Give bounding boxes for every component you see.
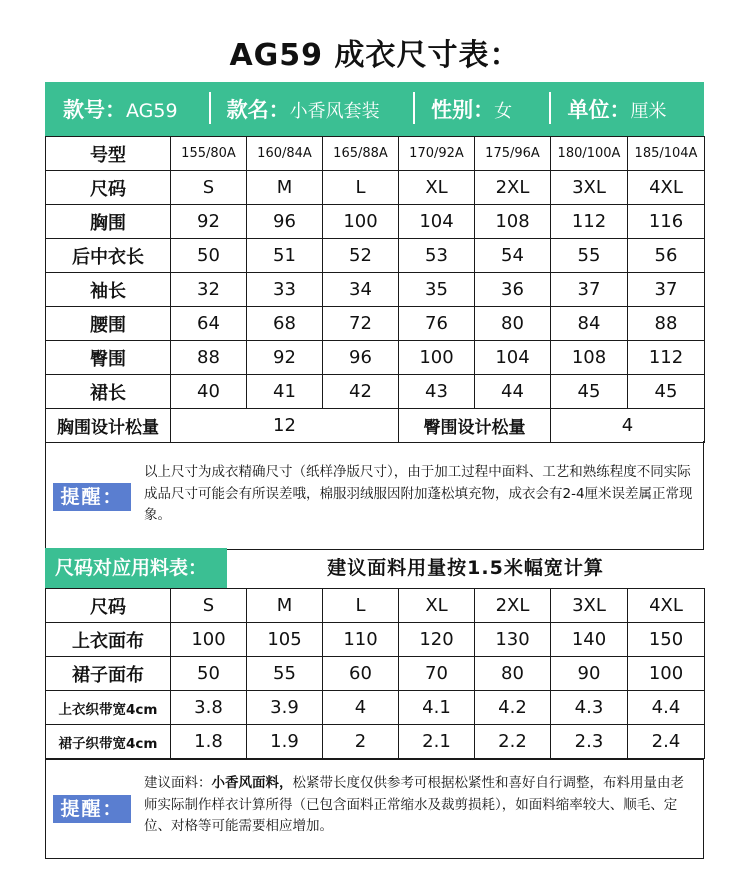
style-no	[45, 94, 209, 124]
gender	[413, 94, 549, 124]
row-label: 胸围	[46, 205, 171, 239]
table-cell: 96	[323, 341, 399, 375]
style-no-label: 款号：	[63, 98, 126, 122]
table-cell: 72	[323, 307, 399, 341]
chest-ease-label: 胸围设计松量	[46, 409, 171, 443]
reminder-tag: 提醒：	[53, 483, 131, 511]
table-row	[46, 657, 705, 691]
row-label: 号型	[46, 137, 171, 171]
table-cell: L	[323, 171, 399, 205]
table-cell: 4	[323, 691, 399, 725]
table-cell: 130	[475, 623, 551, 657]
table-cell: 41	[247, 375, 323, 409]
table-row	[46, 307, 705, 341]
gender-value: 女	[494, 101, 513, 122]
table-cell: 1.9	[247, 725, 323, 759]
table-cell: 2.2	[475, 725, 551, 759]
table-cell: 140	[551, 623, 628, 657]
table-row	[46, 205, 705, 239]
gender-label: 性别：	[431, 98, 495, 122]
unit-value: 厘米	[630, 101, 667, 122]
row-label: 裙子面布	[46, 657, 171, 691]
table-cell: S	[171, 171, 247, 205]
table-cell: 90	[551, 657, 628, 691]
row-label: 尺码	[46, 171, 171, 205]
table-cell: 4.3	[551, 691, 628, 725]
table-cell: 175/96A	[475, 137, 551, 171]
table-cell: M	[247, 589, 323, 623]
row-label: 腰围	[46, 307, 171, 341]
table-row	[46, 137, 705, 171]
fabric-reminder-bold: 小香风面料，	[211, 775, 293, 791]
table-row	[46, 691, 705, 725]
table-cell: 116	[628, 205, 705, 239]
table-row	[46, 341, 705, 375]
table-cell: 92	[247, 341, 323, 375]
chest-ease-value: 12	[171, 409, 399, 443]
table-cell: 51	[247, 239, 323, 273]
table-cell: 112	[628, 341, 705, 375]
table-row	[46, 623, 705, 657]
table-cell: 35	[399, 273, 475, 307]
table-cell: 100	[323, 205, 399, 239]
table-cell: 84	[551, 307, 628, 341]
product-info-bar	[45, 82, 704, 136]
reminder-text: 以上尺寸为成衣精确尺寸（纸样净版尺寸），由于加工过程中面料、工艺和熟练程度不同实际成品尺寸可能会有所误差哦，棉服羽绒服因附加蓬松填充物，成衣会有2-4厘米误差属正常现象。	[144, 464, 693, 523]
table-cell: 3XL	[551, 171, 628, 205]
row-label: 裙子织带宽4cm	[46, 725, 171, 759]
table-row	[46, 375, 705, 409]
table-cell: 100	[171, 623, 247, 657]
table-cell: 68	[247, 307, 323, 341]
table-cell: XL	[399, 589, 475, 623]
page-title: AG59 成衣尺寸表：	[229, 38, 521, 73]
table-cell: 80	[475, 657, 551, 691]
style-name-label: 款名：	[226, 98, 290, 122]
table-cell: 34	[323, 273, 399, 307]
table-cell: M	[247, 171, 323, 205]
fabric-width-note: 建议面料用量按1.5米幅宽计算	[327, 557, 604, 579]
table-cell: 112	[551, 205, 628, 239]
style-name	[209, 94, 414, 124]
fabric-reminder-prefix: 建议面料：	[144, 775, 212, 791]
unit-label: 单位：	[567, 98, 631, 122]
hip-ease-value: 4	[551, 409, 705, 443]
table-cell: 104	[399, 205, 475, 239]
table-cell: 4XL	[628, 589, 705, 623]
table-cell: 36	[475, 273, 551, 307]
table-cell: 150	[628, 623, 705, 657]
style-name-value: 小香风套装	[289, 101, 380, 122]
table-cell: 33	[247, 273, 323, 307]
size-table	[45, 136, 705, 443]
table-cell: 88	[628, 307, 705, 341]
row-label: 裙长	[46, 375, 171, 409]
fabric-reminder-box	[45, 759, 704, 859]
table-cell: 60	[323, 657, 399, 691]
table-cell: S	[171, 589, 247, 623]
table-cell: 108	[551, 341, 628, 375]
table-cell: 55	[247, 657, 323, 691]
table-row	[46, 171, 705, 205]
table-cell: 3XL	[551, 589, 628, 623]
table-cell: 4.2	[475, 691, 551, 725]
table-cell: 50	[171, 239, 247, 273]
fabric-reminder-body: 松紧带长度仅供参考可根据松紧性和喜好自行调整，布料用量由老师实际制作样衣计算所得（已包含面料正常缩水及裁剪损耗），如面料缩率较大、顺毛、定位、对格等可能需要相应增加。	[144, 775, 684, 834]
table-row	[46, 273, 705, 307]
table-cell: 42	[323, 375, 399, 409]
table-cell: 1.8	[171, 725, 247, 759]
table-cell: 100	[399, 341, 475, 375]
table-cell: 2	[323, 725, 399, 759]
row-label: 袖长	[46, 273, 171, 307]
row-label: 尺码	[46, 589, 171, 623]
table-cell: XL	[399, 171, 475, 205]
fabric-header	[45, 548, 704, 588]
table-cell: 43	[399, 375, 475, 409]
table-cell: 4XL	[628, 171, 705, 205]
fabric-tag: 尺码对应用料表：	[45, 548, 227, 588]
table-cell: 2.4	[628, 725, 705, 759]
table-cell: 2.3	[551, 725, 628, 759]
table-cell: 3.9	[247, 691, 323, 725]
table-cell: 64	[171, 307, 247, 341]
table-cell: 37	[628, 273, 705, 307]
table-cell: 37	[551, 273, 628, 307]
table-cell: 44	[475, 375, 551, 409]
table-cell: 160/84A	[247, 137, 323, 171]
table-cell: 108	[475, 205, 551, 239]
row-label: 后中衣长	[46, 239, 171, 273]
table-cell: 56	[628, 239, 705, 273]
table-cell: 50	[171, 657, 247, 691]
table-cell: 2XL	[475, 171, 551, 205]
table-cell: 155/80A	[171, 137, 247, 171]
fabric-reminder-tag: 提醒：	[53, 795, 131, 823]
table-cell: 96	[247, 205, 323, 239]
table-cell: 80	[475, 307, 551, 341]
table-cell: 105	[247, 623, 323, 657]
table-cell: 2XL	[475, 589, 551, 623]
table-cell: 52	[323, 239, 399, 273]
table-cell: 92	[171, 205, 247, 239]
table-row	[46, 589, 705, 623]
table-cell: 55	[551, 239, 628, 273]
style-no-value: AG59	[126, 100, 178, 122]
table-cell: 185/104A	[628, 137, 705, 171]
table-cell: 54	[475, 239, 551, 273]
table-cell: 180/100A	[551, 137, 628, 171]
table-cell: 70	[399, 657, 475, 691]
table-cell: 53	[399, 239, 475, 273]
table-cell: 2.1	[399, 725, 475, 759]
row-label: 臀围	[46, 341, 171, 375]
table-cell: 170/92A	[399, 137, 475, 171]
table-cell: 100	[628, 657, 705, 691]
reminder-box	[45, 441, 704, 550]
table-cell: 88	[171, 341, 247, 375]
fabric-reminder-text	[144, 773, 696, 838]
table-cell: 32	[171, 273, 247, 307]
table-row	[46, 725, 705, 759]
row-label: 上衣织带宽4cm	[46, 691, 171, 725]
table-cell: 110	[323, 623, 399, 657]
hip-ease-label: 臀围设计松量	[399, 409, 551, 443]
row-label: 上衣面布	[46, 623, 171, 657]
table-cell: 45	[551, 375, 628, 409]
table-cell: 3.8	[171, 691, 247, 725]
table-row	[46, 239, 705, 273]
table-cell: 40	[171, 375, 247, 409]
table-cell: 165/88A	[323, 137, 399, 171]
table-cell: 45	[628, 375, 705, 409]
table-cell: 4.1	[399, 691, 475, 725]
fabric-table	[45, 588, 705, 759]
unit	[549, 94, 704, 124]
table-cell: L	[323, 589, 399, 623]
table-cell: 120	[399, 623, 475, 657]
table-cell: 104	[475, 341, 551, 375]
table-cell: 76	[399, 307, 475, 341]
table-cell: 4.4	[628, 691, 705, 725]
